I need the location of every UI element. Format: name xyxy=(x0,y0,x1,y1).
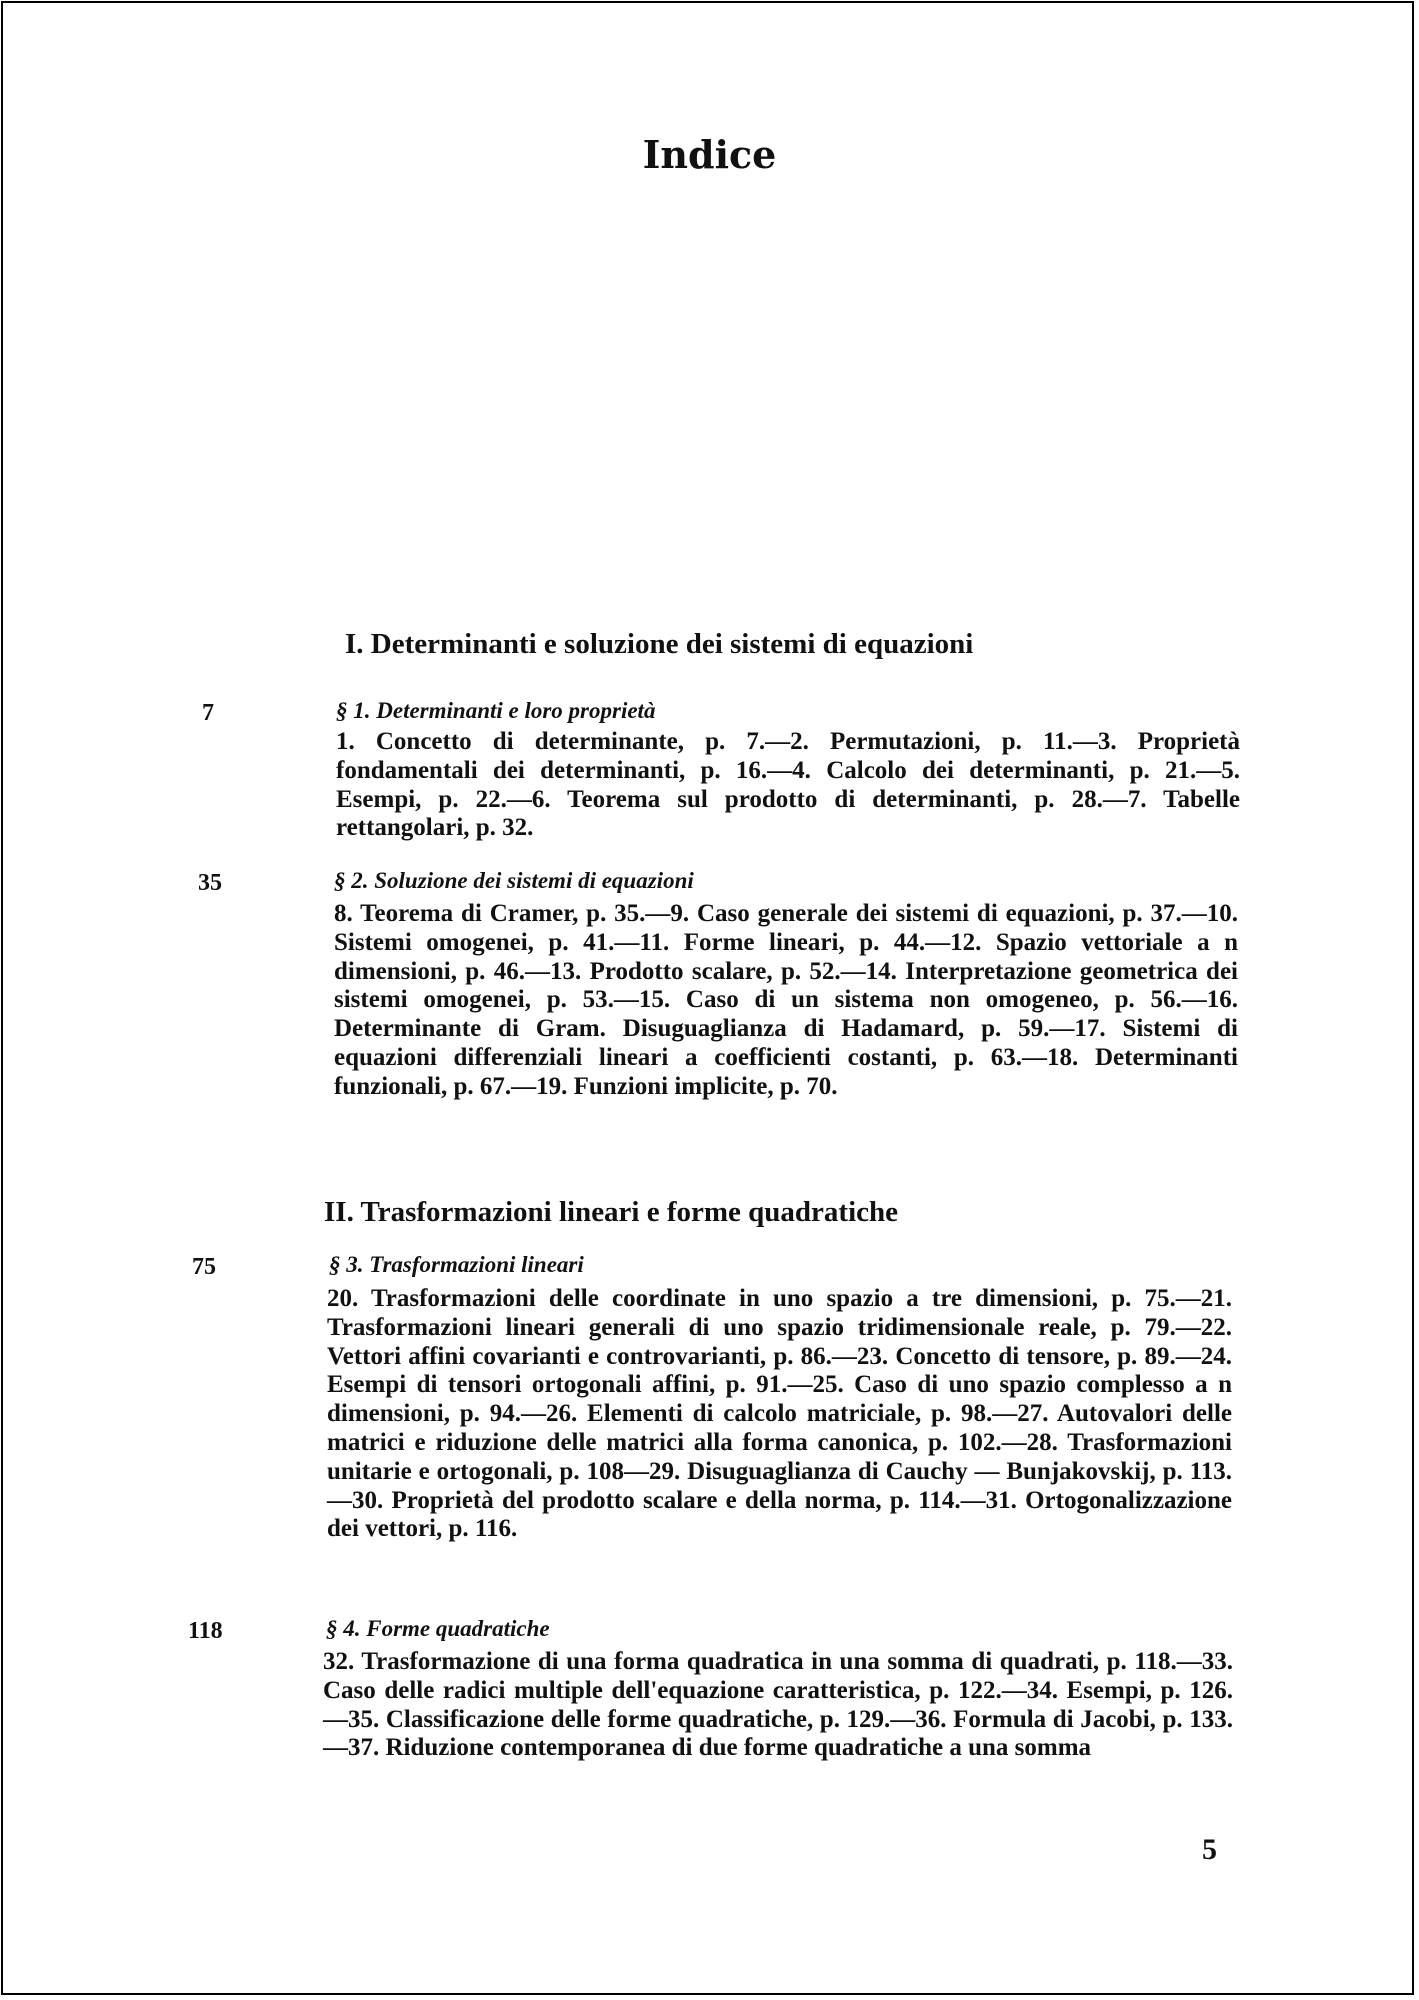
section-title: § 3. Trasformazioni lineari xyxy=(329,1252,584,1277)
page-number: 5 xyxy=(1202,1833,1217,1866)
section-entries: 8. Teorema di Cramer, p. 35.—9. Caso generale dei sistemi di equazioni, p. 37.—10. Sistemi omogenei, p. 41.—11. Forme lineari, p. 44.—12. Spazio vettoriale a n dimensioni, p. 46.—13. Prodotto scalare, p. 52.—14. Interpretazione geometrica dei sistemi omogenei, p. 53.—15. Caso di un sistema non omogeneo, p. 56.—16. Determinante di Gram. Disuguaglianza di Hadamard, p. 59.—17. Sistemi di equazioni differenziali lineari a coefficienti costanti, p. 63.—18. Determinanti funzionali, p. 67.—19. Funzioni implicite, p. 70. xyxy=(334,900,1238,1100)
section-page-ref: 75 xyxy=(192,1254,216,1280)
section-title: § 4. Forme quadratiche xyxy=(326,1616,550,1641)
chapter-heading-1: I. Determinanti e soluzione dei sistemi di equazioni xyxy=(345,628,974,660)
section-page-ref: 118 xyxy=(188,1618,223,1644)
page-title: Indice xyxy=(642,132,777,177)
section-page-ref: 7 xyxy=(202,700,214,726)
section-title: § 2. Soluzione dei sistemi di equazioni xyxy=(334,868,694,893)
section-entries: 32. Trasformazione di una forma quadratica in una somma di quadrati, p. 118.—33. Caso delle radici multiple dell'equazione caratteristica, p. 122.—34. Esempi, p. 126.—35. Classificazione delle forme quadratiche, p. 129.—36. Formula di Jacobi, p. 133.—37. Riduzione contemporanea di due forme quadratiche a una somma xyxy=(323,1648,1233,1762)
section-page-ref: 35 xyxy=(198,870,222,896)
section-title: § 1. Determinanti e loro proprietà xyxy=(336,698,656,723)
chapter-heading-2: II. Trasformazioni lineari e forme quadratiche xyxy=(324,1196,899,1228)
section-entries: 20. Trasformazioni delle coordinate in uno spazio a tre dimensioni, p. 75.—21. Trasformazioni lineari generali di uno spazio tridimensionale reale, p. 79.—22. Vettori affini covarianti e controvarianti, p. 86.—23. Concetto di tensore, p. 89.—24. Esempi di tensori ortogonali affini, p. 91.—25. Caso di uno spazio complesso a n dimensioni, p. 94.—26. Elementi di calcolo matriciale, p. 98.—27. Autovalori delle matrici e riduzione delle matrici alla forma canonica, p. 102.—28. Trasformazioni unitarie e ortogonali, p. 108—29. Disuguaglianza di Cauchy — Bunjakovskij, p. 113.—30. Proprietà del prodotto scalare e della norma, p. 114.—31. Ortogonalizzazione dei vettori, p. 116. xyxy=(327,1285,1232,1543)
section-entries: 1. Concetto di determinante, p. 7.—2. Permutazioni, p. 11.—3. Proprietà fondamentali dei determinanti, p. 16.—4. Calcolo dei determinanti, p. 21.—5. Esempi, p. 22.—6. Teorema sul prodotto di determinanti, p. 28.—7. Tabelle rettangolari, p. 32. xyxy=(336,728,1240,842)
